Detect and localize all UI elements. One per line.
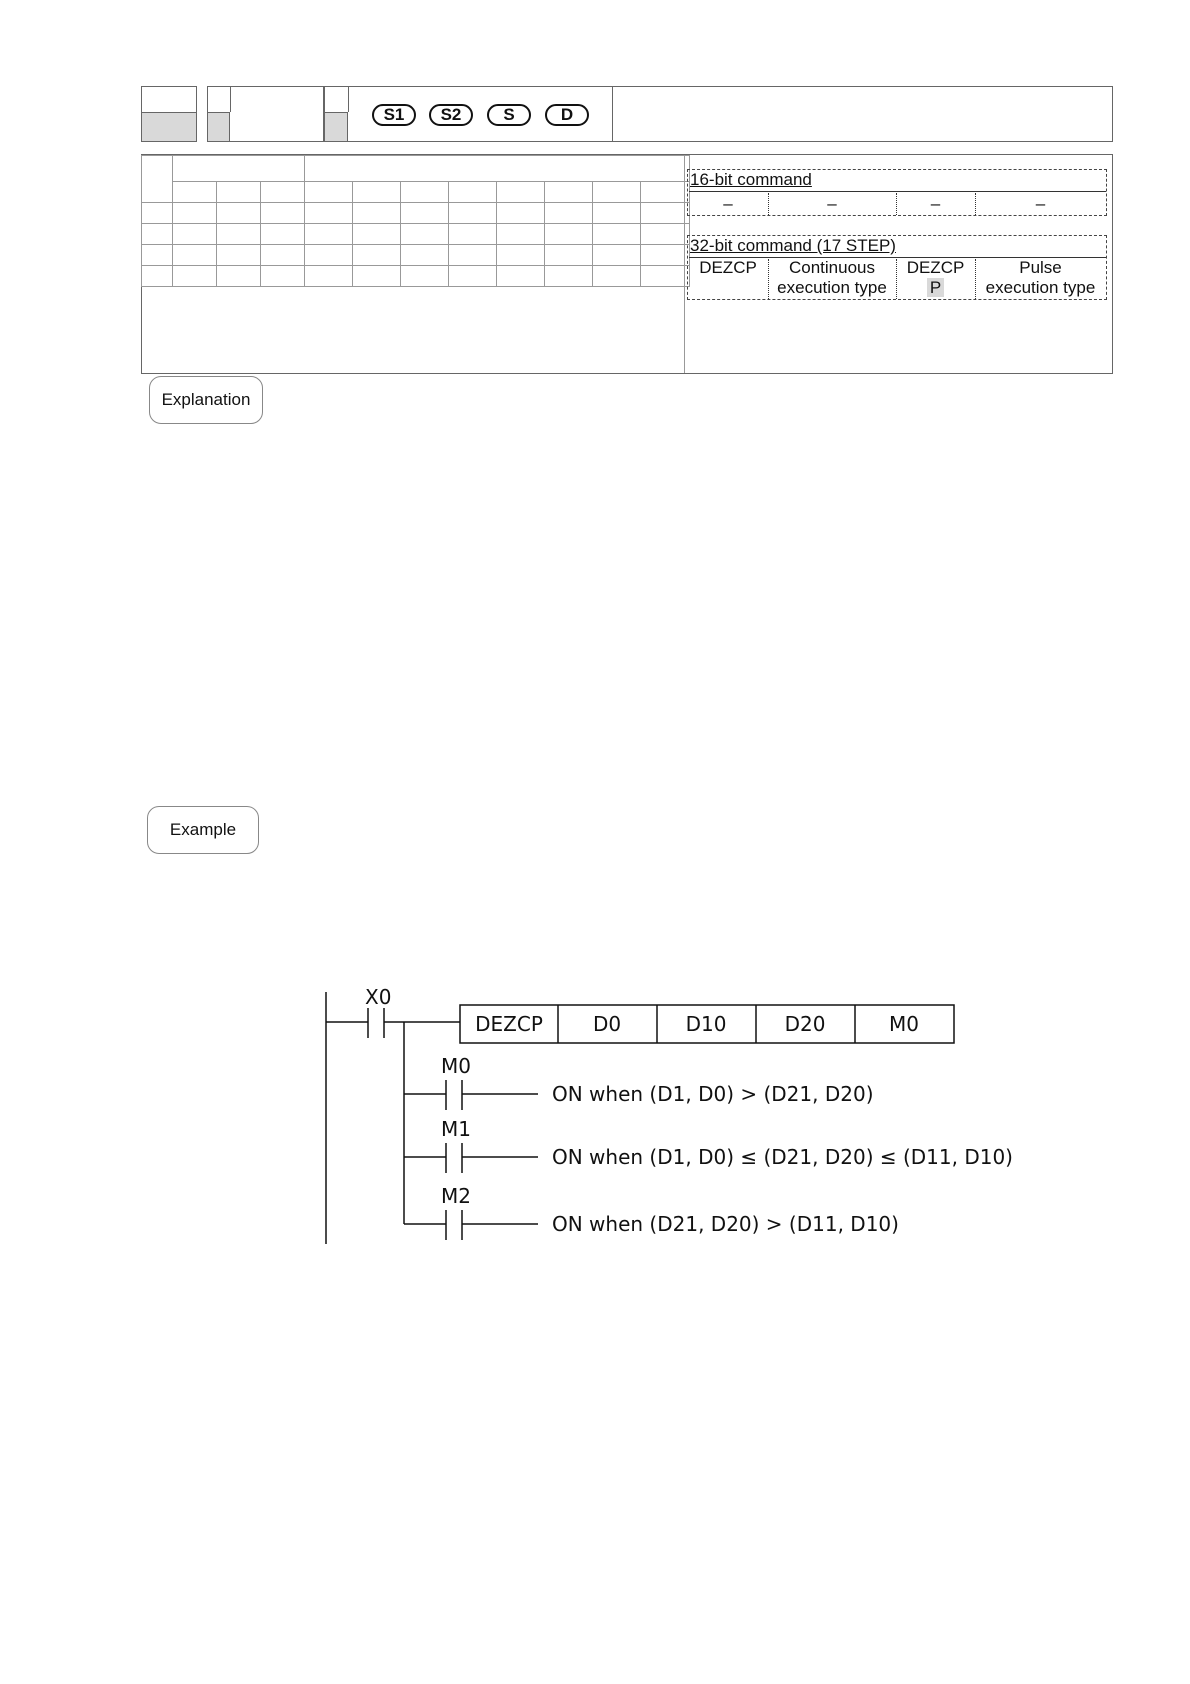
operand-d: D [545,104,589,126]
m0-description: ON when (D1, D0) > (D21, D20) [552,1082,874,1106]
instr-op-s1: D0 [592,1012,622,1036]
example-tag: Example [147,806,259,854]
cmd32-cell-4-line1: Pulse [1019,258,1062,277]
operand-s2: S2 [429,104,473,126]
instr-opcode: DEZCP [475,1012,543,1036]
m1-label: M1 [441,1117,471,1141]
instr-op-s2: D10 [685,1012,727,1036]
cmd32-cell-2-line2: execution type [777,278,887,297]
cmd32-label: 32-bit command (17 STEP) [690,236,896,255]
m2-label: M2 [441,1184,471,1208]
cmd32-cell-3-line1: DEZCP [906,258,965,277]
instr-op-d: M0 [889,1012,919,1036]
explanation-tag: Explanation [149,376,263,424]
cmd16-cell-4: – [1035,194,1046,213]
cmd16-label: 16-bit command [690,170,812,189]
m1-description: ON when (D1, D0) ≤ (D21, D20) ≤ (D11, D10) [552,1145,1013,1169]
pulse-suffix-p: P [927,278,944,297]
cmd32-cell-1-line1: DEZCP [699,258,757,277]
cmd16-cell-2: – [827,194,837,213]
m2-description: ON when (D21, D20) > (D11, D10) [552,1212,899,1236]
cmd16-cell-3: – [930,194,941,213]
x0-label: X0 [365,985,392,1009]
operand-s: S [487,104,531,126]
cmd32-cell-4-line2: execution type [985,278,1096,297]
m0-label: M0 [441,1054,471,1078]
operand-s1: S1 [372,104,416,126]
instr-op-s: D20 [784,1012,826,1036]
cmd32-cell-2-line1: Continuous [788,258,875,277]
cmd16-cell-1: – [723,194,733,213]
